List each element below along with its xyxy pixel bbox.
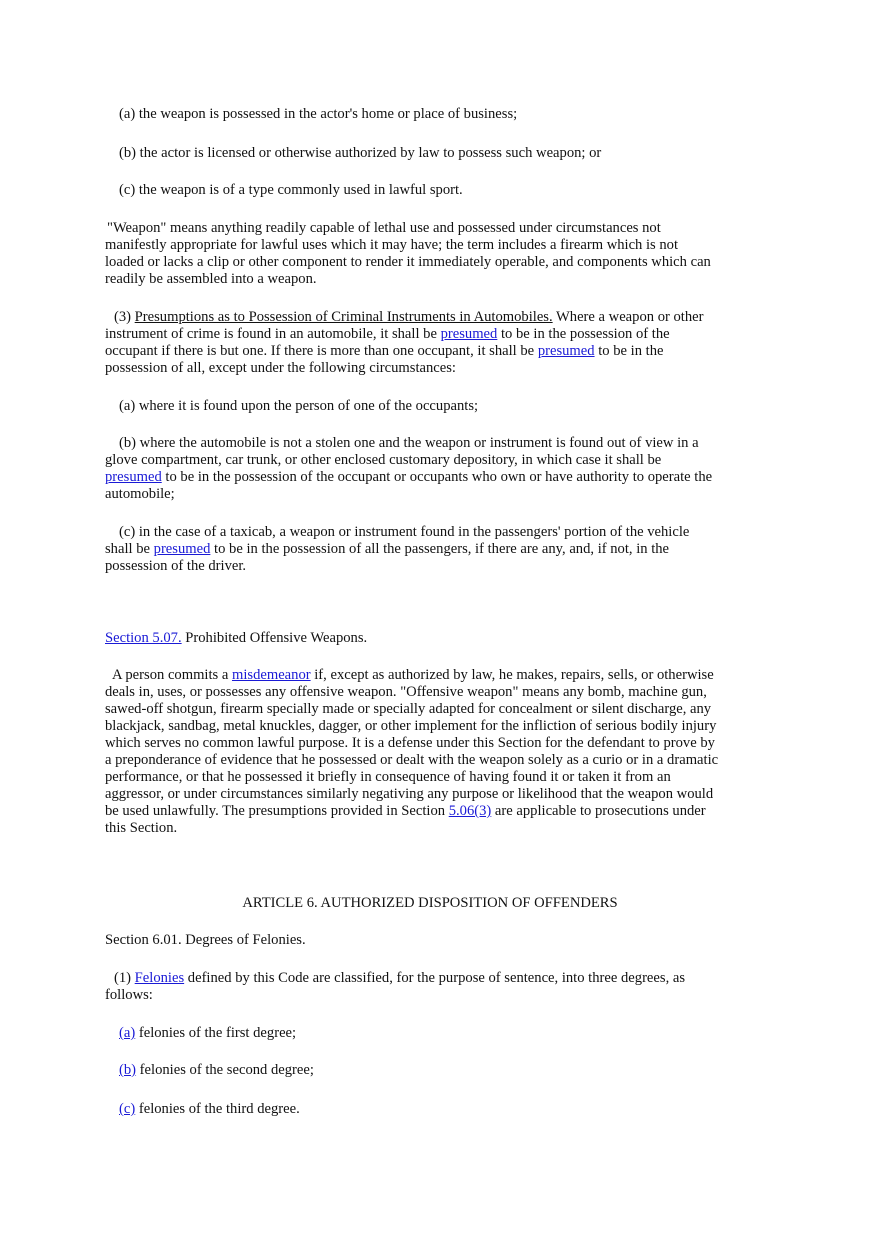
section-3-heading: Presumptions as to Possession of Criminal Instruments in Automobiles. xyxy=(134,309,553,325)
felonies-classification-paragraph: (1) Felonies defined by this Code are classified, for the purpose of sentence, into three degrees, as follows: xyxy=(105,970,686,1003)
degree-a-link[interactable]: (a) xyxy=(119,1025,136,1041)
felonies-link[interactable]: Felonies xyxy=(134,970,185,986)
weapon-definition: "Weapon" means anything readily capable of lethal use and possessed under circumstances not manifestly appropriate for lawful uses which it may have; the term includes a firearm which is not loaded or lacks a clip or other component to render it immediately operable, and components which can readily be assembled into a weapon. xyxy=(105,220,711,287)
presumed-link[interactable]: presumed xyxy=(153,541,211,557)
degree-a-item: (a) felonies of the first degree; xyxy=(119,1025,297,1041)
section-5-06-3-link[interactable]: 5.06(3) xyxy=(448,803,492,819)
paragraph-a-home-business: (a) the weapon is possessed in the actor's home or place of business; xyxy=(119,106,518,122)
section-3-presumptions: (3) Presumptions as to Possession of Criminal Instruments in Automobiles. Where a weapon or other instrument of crime is found in an automobile, it shall be presumed to be in the possession of the occupant if there is but one. If there is more than one occupant, it shall be presumed to be in the possession of all, except under the following circumstances: xyxy=(105,309,704,376)
paragraph-a-person-occupant: (a) where it is found upon the person of one of the occupants; xyxy=(119,398,479,414)
section-6-01-heading: Section 6.01. Degrees of Felonies. xyxy=(105,932,306,948)
presumed-link[interactable]: presumed xyxy=(105,469,162,485)
degree-b-link[interactable]: (b) xyxy=(119,1062,137,1078)
degree-b-item: (b) felonies of the second degree; xyxy=(119,1062,314,1078)
degree-c-link[interactable]: (c) xyxy=(119,1101,136,1117)
offensive-weapons-paragraph: A person commits a misdemeanor if, except as authorized by law, he makes, repairs, sells, or otherwise deals in, uses, or possesses any offensive weapon. "Offensive weapon" means any bomb, machine gun, sawed-off shotgun, firearm specially made or specially adapted for concealment or silent discharge, any blackjack, sandbag, metal knuckles, dagger, or other implement for the infliction of serious bodily injury which serves no common lawful purpose. It is a defense under this Section for the defendant to prove by a preponderance of evidence that he possessed or dealt with the weapon solely as a curio or in a dramatic performance, or that he possessed it briefly in consequence of having found it or taken it from an aggressor, or under circumstances similarly negativing any purpose or likelihood that the weapon would be used unlawfully. The presumptions provided in Section 5.06(3) are applicable to prosecutions under this Section. xyxy=(105,667,719,836)
degree-c-item: (c) felonies of the third degree. xyxy=(119,1101,300,1117)
misdemeanor-link[interactable]: misdemeanor xyxy=(231,667,311,683)
presumed-link[interactable]: presumed xyxy=(440,326,498,342)
section-5-07-heading: Section 5.07. Prohibited Offensive Weapons. xyxy=(105,630,368,646)
paragraph-b-automobile: (b) where the automobile is not a stolen one and the weapon or instrument is found out of view in a glove compartment, car trunk, or other enclosed customary depository, in which case it shall be presumed to be in the possession of the occupant or occupants who own or have authority to operate the automobile; xyxy=(105,435,713,502)
presumed-link[interactable]: presumed xyxy=(537,343,595,359)
paragraph-c-lawful-sport: (c) the weapon is of a type commonly used in lawful sport. xyxy=(119,182,463,198)
article-6-heading: ARTICLE 6. AUTHORIZED DISPOSITION OF OFFENDERS xyxy=(242,895,618,911)
section-5-07-link[interactable]: Section 5.07. xyxy=(105,630,182,646)
paragraph-b-licensed: (b) the actor is licensed or otherwise authorized by law to possess such weapon; or xyxy=(119,145,602,161)
paragraph-c-taxicab: (c) in the case of a taxicab, a weapon or instrument found in the passengers' portion of the vehicle shall be presumed to be in the possession of all the passengers, if there are any, and, if not, in the possession of the driver. xyxy=(105,524,690,574)
